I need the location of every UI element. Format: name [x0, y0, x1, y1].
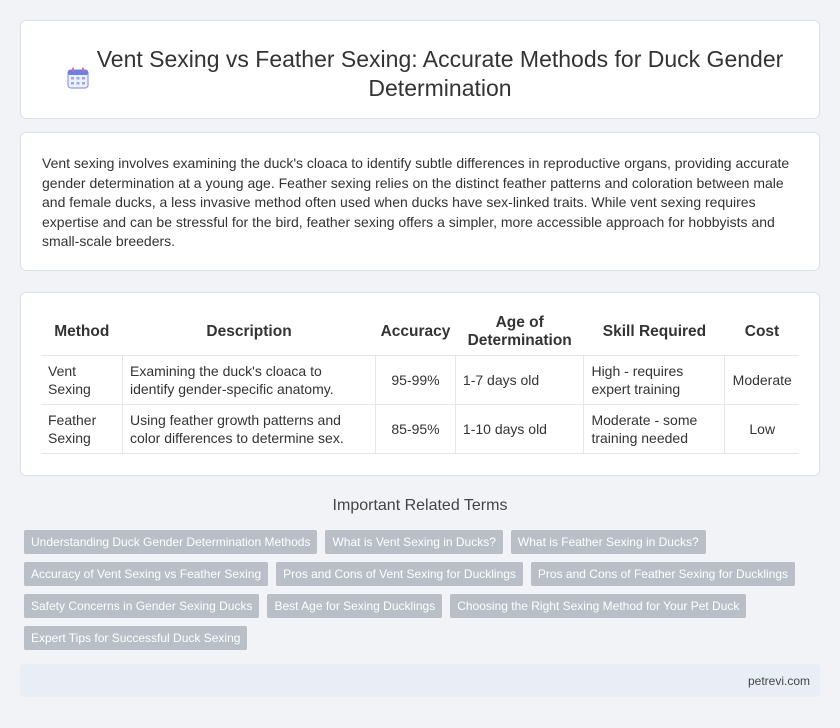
column-header: Skill Required [602, 322, 707, 340]
table-cell: Examining the duck's cloaca to identify gender-specific anatomy. [122, 355, 375, 404]
related-terms-list [24, 530, 824, 658]
column-header: Accuracy [380, 322, 451, 340]
intro-paragraph: Vent sexing involves examining the duck's cloaca to identify subtle differences in reproductive organs, providing accurate gender determination at a young age. Feather sexing relies on the distinct feather patterns and coloration between male and female ducks, a less invasive method often used when ducks have sex-linked traits. While vent sexing requires expertise and can be stressful for the bird, feather sexing offers a simpler, more accessible approach for hobbyists and small-scale breeders. [42, 155, 790, 250]
column-header: Method [54, 322, 110, 340]
related-term-tag[interactable]: Understanding Duck Gender Determination Methods [24, 530, 317, 554]
table-cell: 1-10 days old [455, 404, 584, 453]
related-terms-heading: Important Related Terms [332, 497, 508, 514]
footer-site-link[interactable]: petrevi.com [747, 674, 810, 688]
table-row [41, 404, 799, 453]
related-term-tag[interactable]: What is Vent Sexing in Ducks? [325, 530, 502, 554]
column-header: Description [206, 322, 292, 340]
comparison-table-card [20, 292, 820, 476]
column-header: Cost [744, 322, 780, 340]
column-header: Age of Determination [467, 313, 572, 349]
related-term-tag[interactable]: Expert Tips for Successful Duck Sexing [24, 626, 247, 650]
footer [20, 664, 820, 697]
table-row [41, 355, 799, 404]
intro-card [20, 132, 820, 271]
related-term-tag[interactable]: Accuracy of Vent Sexing vs Feather Sexing [24, 562, 268, 586]
related-term-tag[interactable]: Safety Concerns in Gender Sexing Ducks [24, 594, 259, 618]
related-term-tag[interactable]: What is Feather Sexing in Ducks? [511, 530, 706, 554]
table-header-row [41, 309, 799, 355]
comparison-table [41, 309, 799, 454]
page-title: Vent Sexing vs Feather Sexing: Accurate Methods for Duck Gender Determination [96, 46, 784, 101]
table-cell: High - requires expert training [584, 355, 725, 404]
table-cell: Using feather growth patterns and color differences to determine sex. [122, 404, 375, 453]
table-cell: Low [725, 404, 799, 453]
title-card [20, 20, 820, 119]
table-cell: Moderate - some training needed [584, 404, 725, 453]
table-cell: Feather Sexing [41, 404, 122, 453]
table-cell: 1-7 days old [455, 355, 584, 404]
related-term-tag[interactable]: Pros and Cons of Vent Sexing for Ducklings [276, 562, 523, 586]
table-cell: 95-99% [376, 355, 456, 404]
table-cell: Vent Sexing [41, 355, 122, 404]
table-cell: 85-95% [376, 404, 456, 453]
related-term-tag[interactable]: Best Age for Sexing Ducklings [267, 594, 442, 618]
related-term-tag[interactable]: Choosing the Right Sexing Method for Your Pet Duck [450, 594, 746, 618]
related-term-tag[interactable]: Pros and Cons of Feather Sexing for Ducklings [531, 562, 795, 586]
table-cell: Moderate [725, 355, 799, 404]
